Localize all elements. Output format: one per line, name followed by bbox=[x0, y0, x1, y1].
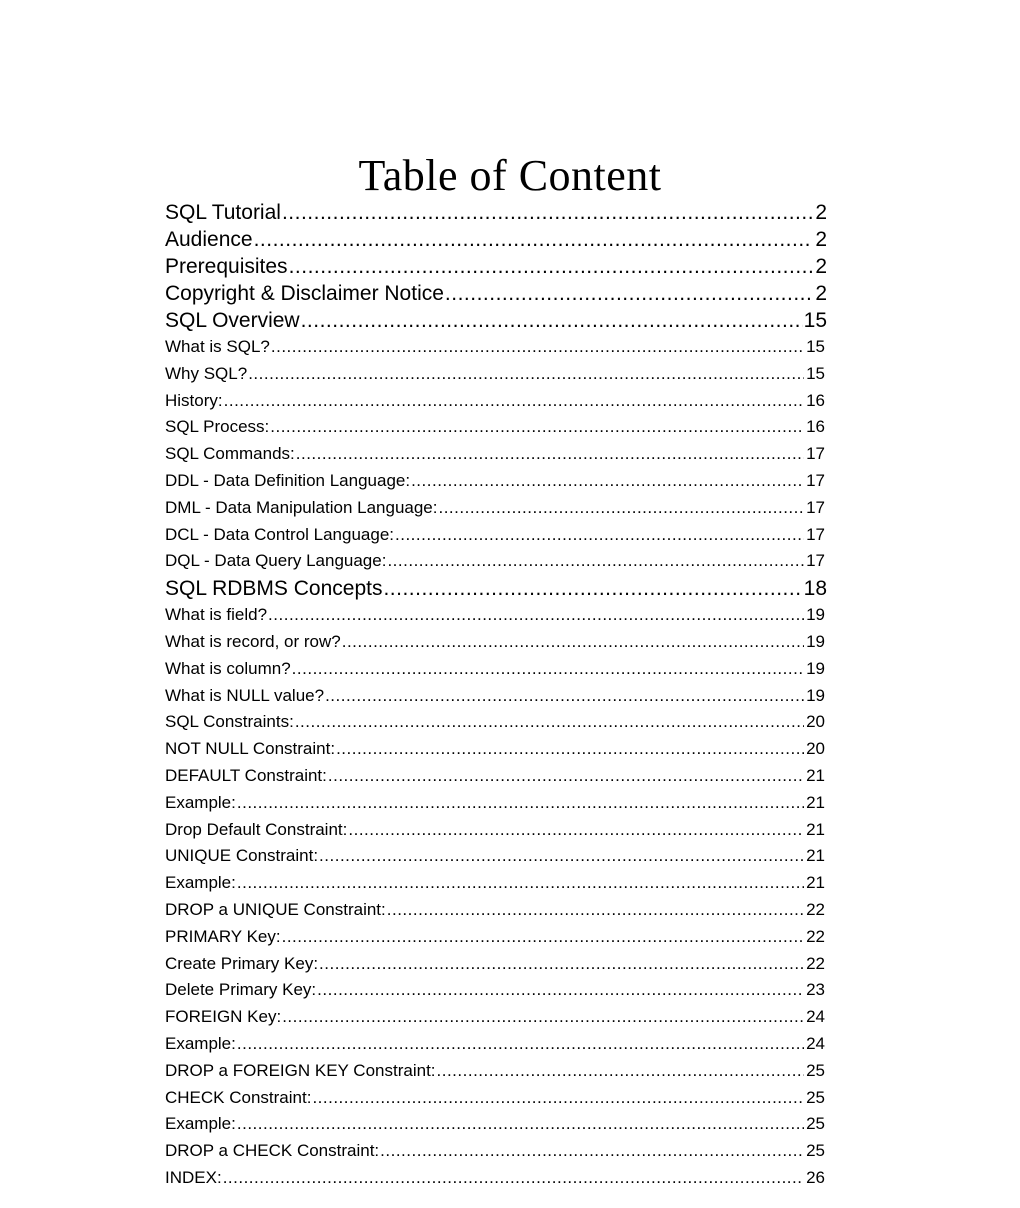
toc-entry[interactable] bbox=[165, 629, 825, 656]
toc-entry-page-number: 21 bbox=[806, 846, 825, 866]
toc-entry[interactable] bbox=[165, 307, 827, 334]
dot-leader bbox=[224, 388, 804, 415]
toc-entry-page-number: 22 bbox=[806, 899, 825, 919]
toc-entry[interactable] bbox=[165, 790, 825, 817]
toc-entry-label: SQL Process: bbox=[165, 417, 270, 437]
toc-entry-page-number: 25 bbox=[806, 1114, 825, 1134]
toc-entry[interactable] bbox=[165, 1085, 825, 1112]
toc-entry-label: SQL Commands: bbox=[165, 444, 295, 464]
dot-leader bbox=[325, 683, 804, 710]
toc-entry-label: PRIMARY Key: bbox=[165, 926, 281, 946]
dot-leader bbox=[268, 602, 804, 629]
toc-entry-page-number: 24 bbox=[806, 1007, 825, 1027]
dot-leader bbox=[292, 656, 804, 683]
toc-entry[interactable] bbox=[165, 1031, 825, 1058]
toc-entry[interactable] bbox=[165, 199, 827, 226]
toc-entry[interactable] bbox=[165, 468, 825, 495]
toc-entry[interactable] bbox=[165, 575, 827, 602]
toc-entry-page-number: 16 bbox=[806, 390, 825, 410]
toc-entry-page-number: 20 bbox=[806, 712, 825, 732]
dot-leader bbox=[395, 522, 804, 549]
dot-leader bbox=[301, 307, 803, 334]
toc-entry-label: DQL - Data Query Language: bbox=[165, 551, 387, 571]
toc-entry-page-number: 2 bbox=[815, 228, 827, 251]
toc-entry[interactable] bbox=[165, 1004, 825, 1031]
toc-entry-label: Create Primary Key: bbox=[165, 953, 319, 973]
toc-entry-label: SQL RDBMS Concepts bbox=[165, 577, 383, 601]
toc-entry-page-number: 17 bbox=[806, 444, 825, 464]
dot-leader bbox=[319, 951, 804, 978]
toc-entry-label: What is SQL? bbox=[165, 337, 270, 356]
toc-entry[interactable] bbox=[165, 1058, 825, 1085]
toc-entry-label: What is NULL value? bbox=[165, 685, 325, 705]
dot-leader bbox=[254, 226, 812, 253]
toc-entry-label: History: bbox=[165, 390, 223, 410]
toc-entry-page-number: 19 bbox=[806, 605, 825, 625]
dot-leader bbox=[282, 924, 804, 951]
toc-entry[interactable] bbox=[165, 522, 825, 549]
dot-leader bbox=[282, 1004, 804, 1031]
toc-entry-label: SQL Overview bbox=[165, 309, 300, 332]
toc-entry[interactable] bbox=[165, 361, 825, 388]
toc-entry[interactable] bbox=[165, 656, 825, 683]
toc-entry-page-number: 19 bbox=[806, 685, 825, 705]
toc-entry[interactable] bbox=[165, 924, 825, 951]
toc-entry-label: DCL - Data Control Language: bbox=[165, 524, 395, 544]
toc-entry[interactable] bbox=[165, 1165, 825, 1192]
toc-entry-label: Audience bbox=[165, 228, 253, 251]
toc-entry-page-number: 22 bbox=[806, 953, 825, 973]
toc-entry-label: Delete Primary Key: bbox=[165, 980, 317, 1000]
toc-entry-label: Example: bbox=[165, 1114, 236, 1134]
toc-entry-page-number: 22 bbox=[806, 926, 825, 946]
dot-leader bbox=[317, 977, 804, 1004]
toc-entry-page-number: 21 bbox=[806, 765, 825, 785]
toc-entry-page-number: 17 bbox=[806, 470, 825, 490]
toc-entry-page-number: 17 bbox=[806, 551, 825, 571]
dot-leader bbox=[295, 709, 804, 736]
toc-entry-page-number: 24 bbox=[806, 1033, 825, 1053]
toc-entry-page-number: 25 bbox=[806, 1060, 825, 1080]
dot-leader bbox=[445, 280, 812, 307]
toc-entry[interactable] bbox=[165, 763, 825, 790]
toc-entry[interactable] bbox=[165, 951, 825, 978]
toc-entry-page-number: 20 bbox=[806, 739, 825, 759]
toc-entry[interactable] bbox=[165, 253, 827, 280]
toc-entry-label: Example: bbox=[165, 873, 236, 893]
toc-entry-label: DEFAULT Constraint: bbox=[165, 765, 327, 785]
toc-entry[interactable] bbox=[165, 843, 825, 870]
toc-entry-label: CHECK Constraint: bbox=[165, 1087, 312, 1107]
toc-entry-label: What is field? bbox=[165, 605, 268, 625]
toc-entry[interactable] bbox=[165, 1111, 825, 1138]
toc-entry-label: DROP a FOREIGN KEY Constraint: bbox=[165, 1060, 436, 1080]
dot-leader bbox=[270, 414, 804, 441]
dot-leader bbox=[380, 1138, 804, 1165]
dot-leader bbox=[223, 1165, 804, 1192]
toc-entry-page-number: 26 bbox=[806, 1167, 825, 1187]
toc-entry[interactable] bbox=[165, 226, 827, 253]
toc-entry[interactable] bbox=[165, 495, 825, 522]
toc-entry[interactable] bbox=[165, 977, 825, 1004]
dot-leader bbox=[248, 361, 804, 388]
toc-entry-page-number: 17 bbox=[806, 524, 825, 544]
toc-entry-page-number: 2 bbox=[815, 255, 827, 278]
toc-entry[interactable] bbox=[165, 441, 825, 468]
toc-entry-page-number: 21 bbox=[806, 819, 825, 839]
toc-entry-page-number: 25 bbox=[806, 1087, 825, 1107]
toc-entry-label: UNIQUE Constraint: bbox=[165, 846, 319, 866]
toc-entry-label: DDL - Data Definition Language: bbox=[165, 470, 411, 490]
toc-entry-label: DML - Data Manipulation Language: bbox=[165, 497, 438, 517]
toc-entry[interactable] bbox=[165, 897, 825, 924]
dot-leader bbox=[289, 253, 812, 280]
toc-entry[interactable] bbox=[165, 414, 825, 441]
dot-leader bbox=[271, 334, 804, 361]
toc-entry-label: INDEX: bbox=[165, 1167, 222, 1187]
toc-entry[interactable] bbox=[165, 388, 825, 415]
toc-entry[interactable] bbox=[165, 683, 825, 710]
dot-leader bbox=[348, 817, 804, 844]
dot-leader bbox=[237, 1111, 804, 1138]
toc-entry-page-number: 23 bbox=[806, 980, 825, 1000]
dot-leader bbox=[237, 790, 804, 817]
toc-entry-label: SQL Constraints: bbox=[165, 712, 294, 732]
dot-leader bbox=[237, 870, 804, 897]
toc-entry-label: DROP a CHECK Constraint: bbox=[165, 1141, 380, 1161]
dot-leader bbox=[296, 441, 804, 468]
toc-entry-page-number: 21 bbox=[806, 792, 825, 812]
toc-entry[interactable] bbox=[165, 1138, 825, 1165]
toc-entry-label: What is column? bbox=[165, 658, 291, 678]
toc-entry-page-number: 2 bbox=[815, 201, 827, 224]
toc-entry-label: DROP a UNIQUE Constraint: bbox=[165, 899, 386, 919]
toc-entry[interactable] bbox=[165, 280, 827, 307]
toc-entry-page-number: 16 bbox=[806, 417, 825, 437]
toc-entry-label: Why SQL? bbox=[165, 363, 248, 383]
toc-entry-label: SQL Tutorial bbox=[165, 201, 281, 224]
toc-entry-page-number: 15 bbox=[806, 337, 825, 356]
toc-entry-page-number: 19 bbox=[806, 658, 825, 678]
dot-leader bbox=[437, 1058, 804, 1085]
toc-entry-page-number: 2 bbox=[815, 282, 827, 305]
toc-entry-label: Example: bbox=[165, 792, 236, 812]
toc-entry-page-number: 25 bbox=[806, 1141, 825, 1161]
dot-leader bbox=[328, 763, 804, 790]
toc-entry-label: Drop Default Constraint: bbox=[165, 819, 348, 839]
toc-entry-label: FOREIGN Key: bbox=[165, 1007, 282, 1027]
dot-leader bbox=[282, 199, 812, 226]
toc-entry[interactable] bbox=[165, 736, 825, 763]
toc-entry[interactable] bbox=[165, 602, 825, 629]
toc-entry-page-number: 19 bbox=[806, 631, 825, 651]
dot-leader bbox=[312, 1085, 804, 1112]
toc-entry[interactable] bbox=[165, 334, 825, 361]
dot-leader bbox=[438, 495, 804, 522]
dot-leader bbox=[319, 843, 804, 870]
toc-entry[interactable] bbox=[165, 548, 825, 575]
dot-leader bbox=[387, 897, 804, 924]
toc-entry-label: NOT NULL Constraint: bbox=[165, 739, 336, 759]
toc-entry[interactable] bbox=[165, 870, 825, 897]
toc-entry[interactable] bbox=[165, 817, 825, 844]
toc-entry-label: What is record, or row? bbox=[165, 631, 341, 651]
toc-entry[interactable] bbox=[165, 709, 825, 736]
toc-entry-page-number: 21 bbox=[806, 873, 825, 893]
dot-leader bbox=[411, 468, 804, 495]
toc-entry-label: Example: bbox=[165, 1033, 236, 1053]
dot-leader bbox=[342, 629, 804, 656]
dot-leader bbox=[237, 1031, 804, 1058]
toc-entry-page-number: 17 bbox=[806, 497, 825, 517]
toc-entry-page-number: 15 bbox=[803, 309, 827, 332]
toc-entry-page-number: 18 bbox=[803, 577, 827, 601]
toc-list bbox=[165, 199, 827, 1192]
page-title: Table of Content bbox=[358, 151, 662, 200]
dot-leader bbox=[387, 548, 804, 575]
dot-leader bbox=[336, 736, 804, 763]
toc-entry-page-number: 15 bbox=[806, 363, 825, 383]
toc-entry-label: Prerequisites bbox=[165, 255, 288, 278]
dot-leader bbox=[383, 575, 802, 602]
toc-entry-label: Copyright & Disclaimer Notice bbox=[165, 282, 444, 305]
